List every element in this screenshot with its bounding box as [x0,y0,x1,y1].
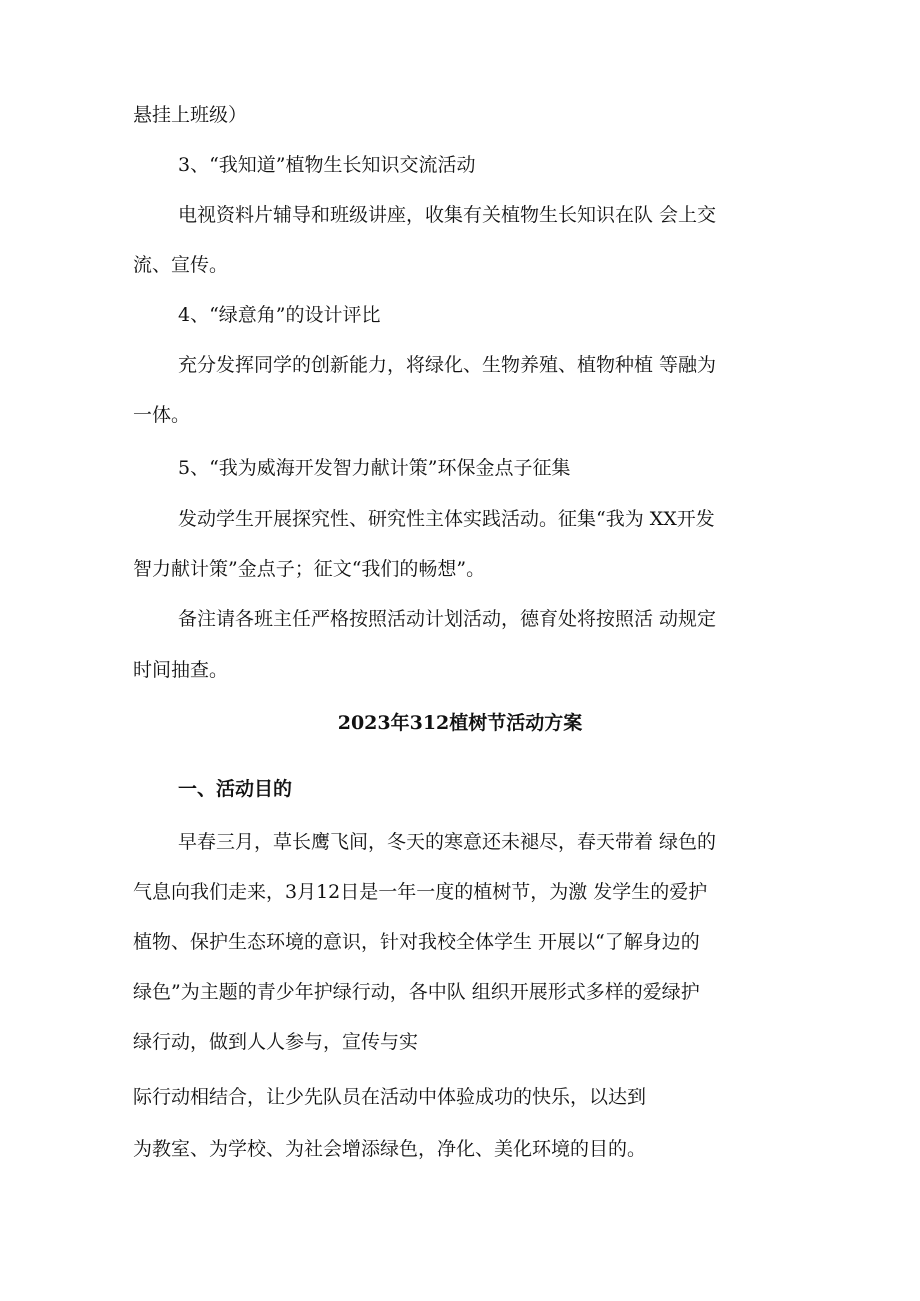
text-line: 气息向我们走来，3月12日是一年一度的植树节，为激 发学生的爱护 [133,881,708,903]
item-heading-4: 4、“绿意角”的设计评比 [178,304,381,326]
text-line: 绿行动，做到人人参与，宣传与实 [133,1031,419,1053]
text-line: 智力献计策”金点子；征文“我们的畅想”。 [133,558,486,580]
text-line: 充分发挥同学的创新能力，将绿化、生物养殖、植物种植 等融为 [178,354,717,376]
remark-line: 备注请各班主任严格按照活动计划活动，德育处将按照活 动规定 [178,608,717,630]
item-heading-3: 3、“我知道”植物生长知识交流活动 [178,154,476,176]
text-line: 悬挂上班级） [133,104,248,126]
item-heading-5: 5、“我为威海开发智力献计策”环保金点子征集 [178,457,571,479]
text-line: 一体。 [133,404,191,426]
text-line: 早春三月，草长鹰飞间，冬天的寒意还未褪尽，春天带着 绿色的 [178,831,717,853]
text-line: 绿色”为主题的青少年护绿行动，各中队 组织开展形式多样的爱绿护 [133,981,700,1003]
text-line: 植物、保护生态环境的意识，针对我校全体学生 开展以“了解身边的 [133,931,700,953]
document-title: 2023年312植树节活动方案 [337,712,583,734]
text-line: 电视资料片辅导和班级讲座，收集有关植物生长知识在队 会上交 [178,204,717,226]
text-line: 为教室、为学校、为社会增添绿色，净化、美化环境的目的。 [133,1138,647,1160]
section-heading: 一、活动目的 [178,778,293,800]
text-line: 发动学生开展探究性、研究性主体实践活动。征集“我为 XX开发 [178,508,715,530]
text-line: 时间抽查。 [133,659,229,681]
text-line: 际行动相结合，让少先队员在活动中体验成功的快乐，以达到 [133,1086,647,1108]
text-line: 流、宣传。 [133,254,229,276]
